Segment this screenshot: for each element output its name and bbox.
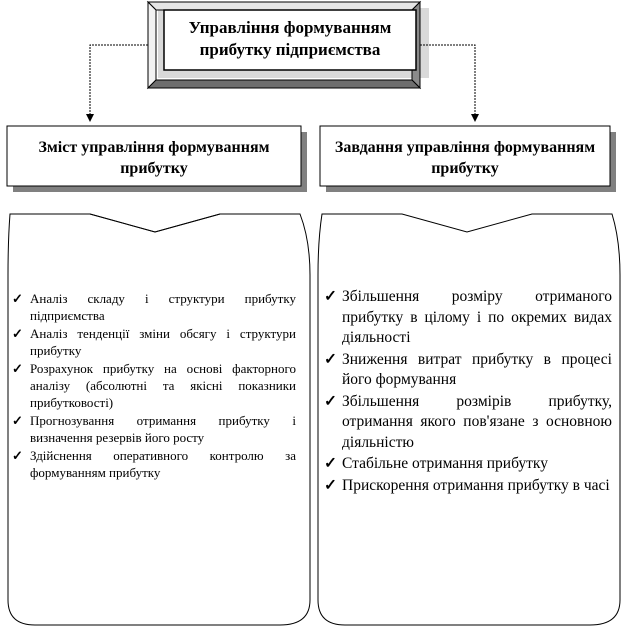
list-item xyxy=(324,350,612,391)
left-item-5-text: Здійснення оперативного контролю за формуванням прибутку xyxy=(30,448,296,480)
top-title: Управління формуванням прибутку підприємства xyxy=(188,18,392,59)
left-item-1-text: Аналіз складу і структури прибутку підприємства xyxy=(30,291,296,323)
list-item xyxy=(324,392,612,454)
left-item-2-text: Аналіз тенденції зміни обсягу і структури прибутку xyxy=(30,326,296,358)
right-item-2-text: Зниження витрат прибутку в процесі його формування xyxy=(342,350,612,388)
list-item xyxy=(324,476,612,497)
check-icon: ✓ xyxy=(324,455,337,472)
right-header: Завдання управління формуванням прибутку xyxy=(334,139,596,177)
check-icon: ✓ xyxy=(324,476,337,494)
left-item-4-text: Прогнозування отримання прибутку і визначення резервів його росту xyxy=(30,413,296,445)
check-icon: ✓ xyxy=(12,448,23,463)
list-item xyxy=(12,325,296,359)
right-item-4-text: Стабільне отримання прибутку xyxy=(342,455,548,472)
left-header: Зміст управління формуванням прибутку xyxy=(38,139,270,177)
right-item-1-text: Збільшення розміру отриманого прибутку в цілому і по окремих видах діяльності xyxy=(342,288,612,346)
check-icon: ✓ xyxy=(324,392,337,410)
list-item xyxy=(324,287,612,349)
right-list xyxy=(324,287,612,497)
list-item xyxy=(12,290,296,324)
check-icon: ✓ xyxy=(324,288,337,305)
list-item xyxy=(12,447,296,481)
check-icon: ✓ xyxy=(12,291,23,306)
left-item-3-text: Розрахунок прибутку на основі факторного аналізу (абсолютні та якісні показники прибутковості) xyxy=(30,361,296,410)
check-icon: ✓ xyxy=(12,413,23,428)
left-list xyxy=(12,290,296,482)
right-item-5-text: Прискорення отримання прибутку в часі xyxy=(342,476,610,494)
list-item xyxy=(12,412,296,446)
list-item xyxy=(324,454,612,475)
list-item xyxy=(12,360,296,411)
check-icon: ✓ xyxy=(12,326,23,341)
check-icon: ✓ xyxy=(12,361,23,376)
right-item-3-text: Збільшення розмірів прибутку, отримання якого пов'язане з основною діяльністю xyxy=(342,392,612,451)
check-icon: ✓ xyxy=(324,350,337,368)
